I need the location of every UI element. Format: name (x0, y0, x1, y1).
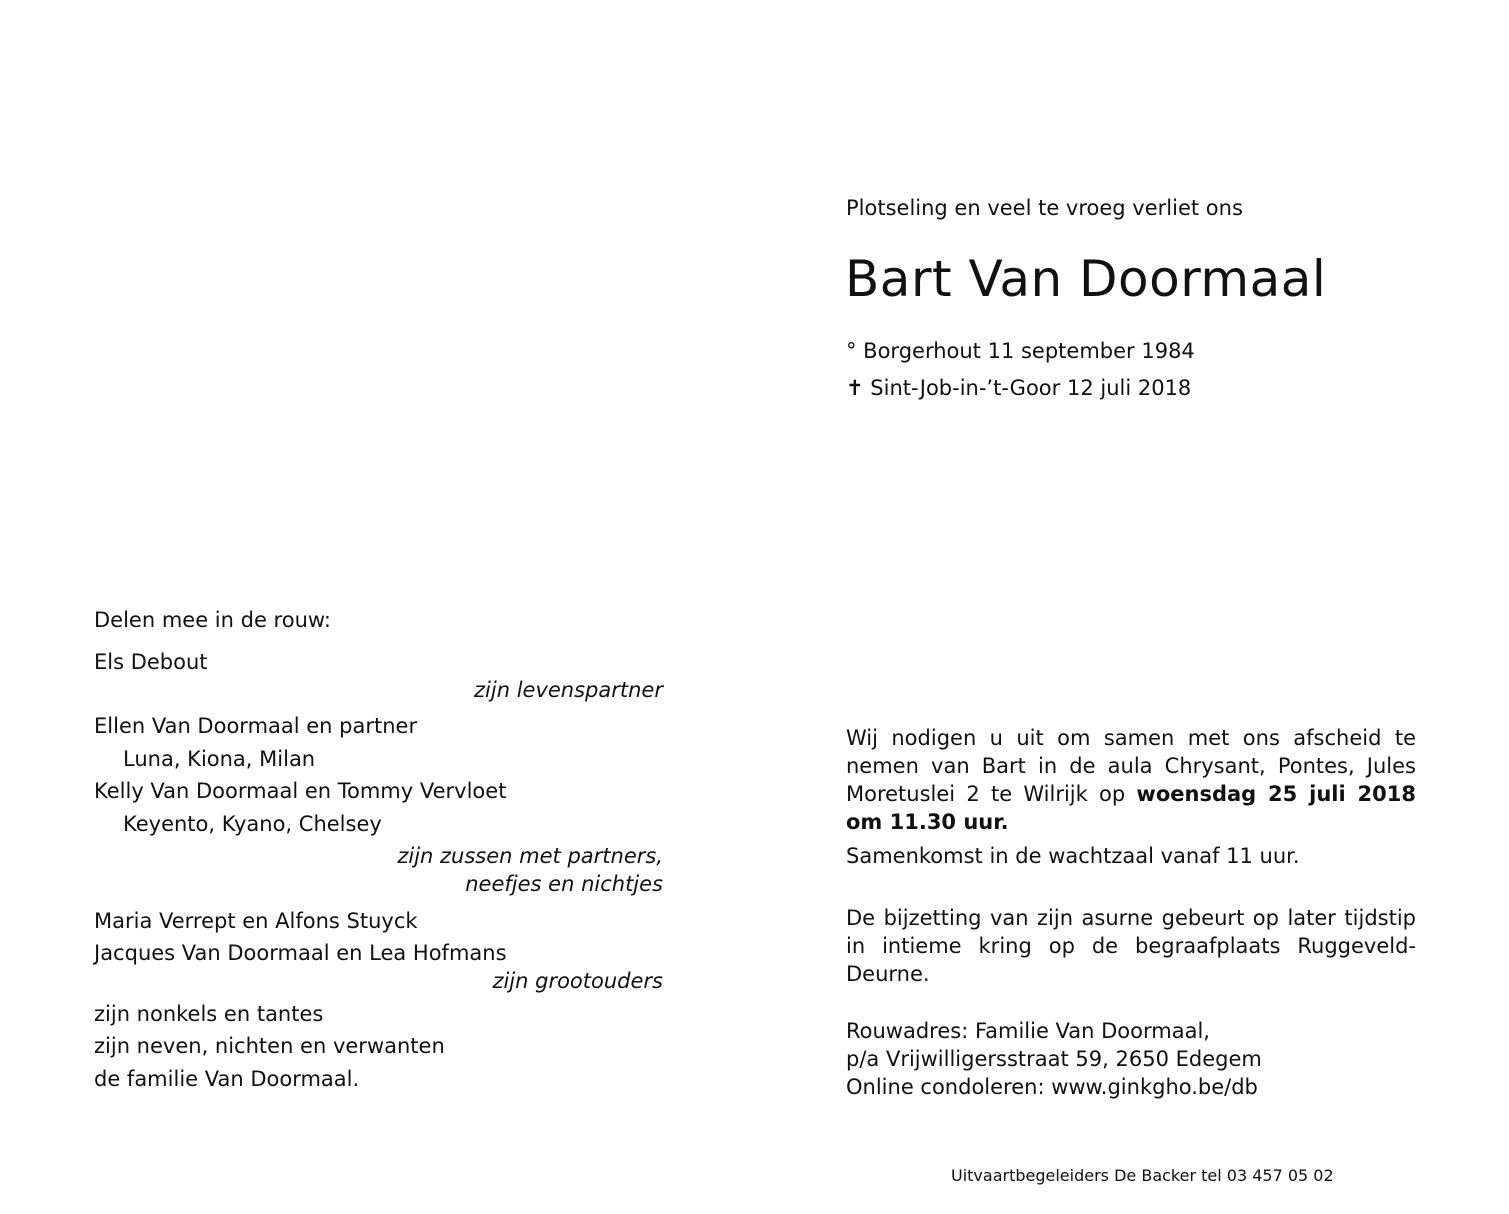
death-line (846, 374, 1191, 402)
mourners-heading: Delen mee in de rouw: (94, 608, 331, 632)
relatives-line-3: de familie Van Doormaal. (94, 1067, 360, 1091)
cross-icon: ✝ (846, 376, 864, 400)
sister1-children: Luna, Kiona, Milan (123, 747, 316, 771)
footer-undertaker: Uitvaartbegeleiders De Backer tel 03 457 05 02 (951, 1166, 1334, 1185)
birth-line: ° Borgerhout 11 september 1984 (846, 339, 1195, 363)
sister2-line: Kelly Van Doormaal en Tommy Vervloet (94, 779, 507, 803)
invitation-paragraph (846, 724, 1416, 836)
intro-text: Plotseling en veel te vroeg verliet ons (846, 196, 1243, 220)
sisters-role-2: neefjes en nichtjes (465, 872, 663, 896)
address-line-2: p/a Vrijwilligersstraat 59, 2650 Edegem (846, 1047, 1262, 1071)
sisters-role-1: zijn zussen met partners, (397, 844, 663, 868)
partner-role: zijn levenspartner (474, 678, 663, 702)
deceased-name: Bart Van Doormaal (845, 250, 1327, 308)
grandparents-line-2: Jacques Van Doormaal en Lea Hofmans (94, 941, 507, 965)
gathering-text: Samenkomst in de wachtzaal vanaf 11 uur. (846, 844, 1300, 868)
invitation-date: woensdag 25 juli 2018 om 11.30 uur. (846, 782, 1416, 834)
sister1-line: Ellen Van Doormaal en partner (94, 714, 418, 738)
burial-paragraph: De bijzetting van zijn asurne gebeurt op later tijdstip in intieme kring op de begraafplaats Ruggeveld-Deurne. (846, 906, 1416, 986)
partner-name: Els Debout (94, 650, 208, 674)
relatives-line-2: zijn neven, nichten en verwanten (94, 1034, 445, 1058)
address-line-1: Rouwadres: Familie Van Doormaal, (846, 1019, 1210, 1043)
invitation-text: Wij nodigen u uit om samen met ons afscheid te nemen van Bart in de aula Chrysant, Pontes, Jules Moretuslei 2 te Wilrijk op (846, 726, 1416, 806)
grandparents-line-1: Maria Verrept en Alfons Stuyck (94, 909, 418, 933)
condolence-line: Online condoleren: www.ginkgho.be/db (846, 1075, 1258, 1099)
death-text: Sint-Job-in-’t-Goor 12 juli 2018 (870, 376, 1192, 400)
relatives-line-1: zijn nonkels en tantes (94, 1002, 324, 1026)
grandparents-role: zijn grootouders (492, 969, 663, 993)
sister2-children: Keyento, Kyano, Chelsey (123, 812, 382, 836)
